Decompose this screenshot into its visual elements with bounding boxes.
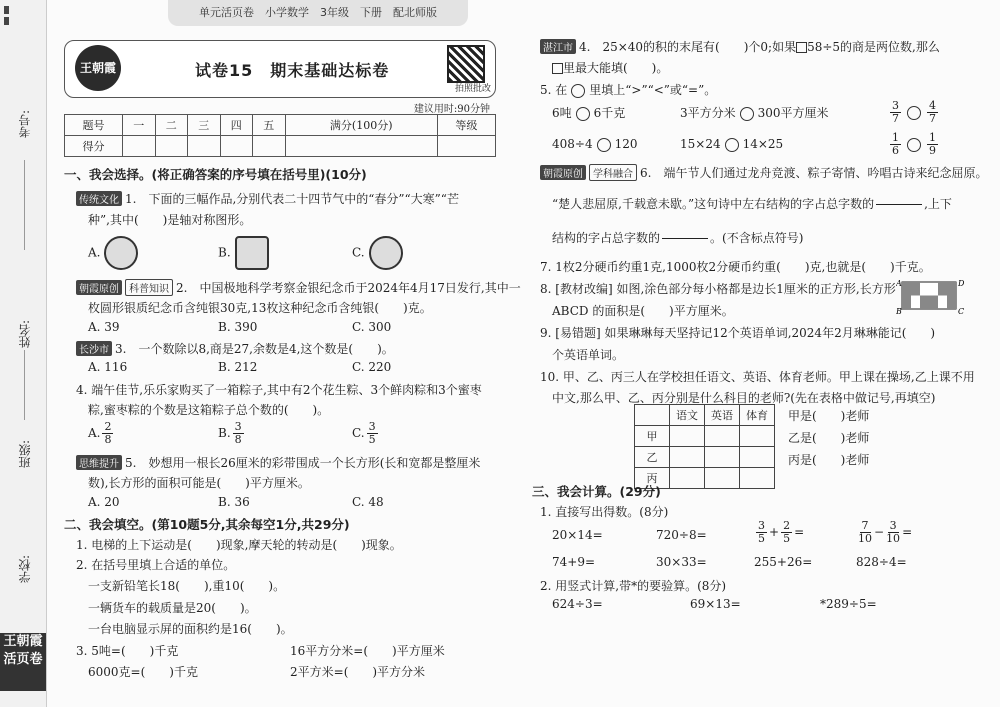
s1-q2-option-b[interactable]: B. 390 — [218, 320, 258, 334]
blank-circle-icon — [571, 84, 585, 98]
shaded-rectangle-figure — [896, 276, 964, 316]
s2-q3a[interactable]: 3. 5吨=( )千克 — [76, 644, 179, 658]
s1-q4-option-b[interactable]: B. $\frac{3}{8}$ — [218, 420, 242, 446]
brand-badge: 王朝霞 活页卷 — [0, 633, 46, 691]
s2-q4-line2[interactable]: 里最大能填( )。 — [552, 59, 668, 76]
calc-4[interactable]: $\frac{7}{10}$ − $\frac{3}{10}$ = — [858, 519, 913, 545]
name-line — [24, 350, 25, 420]
s2-q6-line2[interactable]: “楚人悲屈原,千载意未歇。”这句诗中左右结构的字占总字数的 ,上下 — [552, 192, 952, 217]
s1-q1-option-a[interactable]: A. — [88, 236, 138, 270]
s2-q3b[interactable]: 16平方分米=( )平方厘米 — [290, 644, 445, 658]
name-label: 姓名: — [18, 320, 32, 349]
s1-q4-line1: 4. 端午佳节,乐乐家购买了一箱粽子,其中有2个花生粽、3个鲜肉粽和3个蜜枣 — [76, 383, 482, 397]
school-label: 学校: — [18, 555, 32, 584]
s2-q9-line1[interactable]: 9. [易错题] 如果琳琳每天坚持记12个英语单词,2024年2月琳琳能记( ) — [540, 326, 936, 340]
calc-3[interactable]: $\frac{3}{5}$ + $\frac{2}{5}$ = — [758, 519, 805, 545]
section-2-title: 二、我会填空。(第10题5分,其余每空1分,共29分) — [64, 517, 350, 532]
s1-q5-option-a[interactable]: A. 20 — [88, 495, 120, 509]
s1-q1-option-b[interactable]: B. — [218, 236, 269, 270]
calc-8[interactable]: 828÷4= — [856, 555, 907, 569]
s1-q1-line1: 传统文化 1. 下面的三幅作品,分别代表二十四节气中的“春分”“大寒”“芒 — [76, 190, 459, 207]
s1-q1-line2: 种”,其中( )是轴对称图形。 — [88, 213, 252, 227]
s1-q2-option-a[interactable]: A. 39 — [88, 320, 120, 334]
vertical-calc-1[interactable]: 624÷3= — [552, 597, 603, 611]
score-table: 题号 一 二 三 四 五 满分(100分) 等级 得分 — [64, 114, 496, 157]
logo: 王朝霞 — [75, 45, 121, 91]
s2-q10-ans1[interactable]: 甲是( )老师 — [788, 409, 870, 423]
calc-7[interactable]: 255+26= — [754, 555, 813, 569]
header-tab: 单元活页卷 小学数学 3年级 下册 配北师版 — [168, 0, 468, 26]
vertex-b-label: B — [896, 307, 902, 316]
binding-holes — [4, 6, 9, 28]
s2-q2b[interactable]: 一辆货车的载质量是20( )。 — [88, 601, 257, 615]
class-label: 班级: — [18, 440, 32, 469]
s2-q7[interactable]: 7. 1枚2分硬币约重1克,1000枚2分硬币约重( )克,也就是( )千克。 — [540, 260, 931, 274]
s1-q2-line1: 朝霞原创 科普知识 2. 中国极地科学考察金银纪念币于2024年4月17日发行,其中一 — [76, 279, 521, 296]
blank-square-icon — [796, 42, 807, 53]
wheat-emblem-icon — [369, 236, 403, 270]
s2-q3c[interactable]: 6000克=( )千克 — [88, 665, 198, 679]
s2-q8-line1: 8. [教材改编] 如图,涂色部分每小格都是边长1厘米的正方形,长方形 — [540, 282, 896, 296]
s1-q3-option-b[interactable]: B. 212 — [218, 360, 258, 374]
solar-term-emblem-icon — [235, 236, 269, 270]
qr-code-icon[interactable] — [447, 45, 485, 83]
s3-q2: 2. 用竖式计算,带*的要验算。(8分) — [540, 579, 727, 593]
s1-q4-line2: 粽,蜜枣粽的个数是这箱粽子总个数的( )。 — [88, 403, 330, 417]
s2-q4-line1[interactable]: 湛江市 4. 25×40的积的末尾有( )个0;如果 58÷5的商是两位数,那么 — [540, 38, 940, 55]
solar-term-emblem-icon — [104, 236, 138, 270]
s2-q1[interactable]: 1. 电梯的上下运动是( )现象,摩天轮的转动是( )现象。 — [76, 538, 402, 552]
fraction-blank — [876, 192, 922, 217]
calc-2[interactable]: 720÷8= — [656, 528, 707, 542]
binding-sidebar — [0, 0, 47, 707]
s2-q8-line2[interactable]: ABCD 的面积是( )平方厘米。 — [552, 304, 734, 318]
s1-q3-option-a[interactable]: A. 116 — [88, 360, 128, 374]
vertex-d-label: D — [958, 279, 964, 288]
s2-q10-ans2[interactable]: 乙是( )老师 — [788, 431, 870, 445]
s2-q5-item4[interactable]: 408÷4 120 — [552, 137, 638, 151]
suggested-time: 建议用时:90分钟 — [413, 104, 490, 115]
logic-table[interactable]: 语文 英语 体育 甲 乙 丙 — [634, 404, 775, 489]
s2-q3d[interactable]: 2平方米=( )平方分米 — [290, 665, 426, 679]
section-3-title: 三、我会计算。(29分) — [532, 484, 661, 499]
s2-q6-line1: 朝霞原创 学科融合 6. 端午节人们通过龙舟竞渡、粽子寄情、吟唱古诗来纪念屈原。 — [540, 164, 987, 181]
s1-q2-line2: 枚圆形银质纪念币含纯银30克,13枚这种纪念币含纯银( )克。 — [88, 301, 432, 315]
s1-q5-line2: 数),长方形的面积可能是( )平方厘米。 — [88, 476, 310, 490]
s2-q2c[interactable]: 一台电脑显示屏的面积约是16( )。 — [88, 622, 293, 636]
s2-q10-line1: 10. 甲、乙、丙三人在学校担任语文、英语、体育老师。甲上课在操场,乙上课不用 — [540, 370, 975, 384]
s2-q5-item3[interactable]: $\frac{3}{7}$ $\frac{4}{7}$ — [892, 99, 936, 125]
s2-q6-line3[interactable]: 结构的字占总字数的 。(不含标点符号) — [552, 226, 803, 251]
qr-label: 拍照批改 — [454, 84, 491, 94]
s2-q10-ans3[interactable]: 丙是( )老师 — [788, 453, 870, 467]
calc-1[interactable]: 20×14= — [552, 528, 603, 542]
s1-q5-option-b[interactable]: B. 36 — [218, 495, 250, 509]
vertical-calc-3[interactable]: *289÷5= — [820, 597, 877, 611]
section-1-title: 一、我会选择。(将正确答案的序号填在括号里)(10分) — [64, 167, 367, 182]
s2-q2a[interactable]: 一支新铅笔长18( ),重10( )。 — [88, 579, 286, 593]
calc-5[interactable]: 74+9= — [552, 555, 596, 569]
fraction-blank — [662, 226, 708, 251]
s2-q5-item1[interactable]: 6吨 6千克 — [552, 106, 626, 120]
s2-q5-item5[interactable]: 15×24 14×25 — [680, 137, 784, 151]
test-title: 试卷15 期末基础达标卷 — [195, 61, 390, 80]
s1-q4-option-c[interactable]: C. $\frac{3}{5}$ — [352, 420, 376, 446]
s2-q5-title: 5. 在 里填上“>”“<”或“=”。 — [540, 83, 717, 97]
title-box — [64, 40, 496, 98]
s2-q9-line2: 个英语单词。 — [552, 348, 625, 362]
s1-q3-option-c[interactable]: C. 220 — [352, 360, 392, 374]
s1-q5-option-c[interactable]: C. 48 — [352, 495, 384, 509]
calc-6[interactable]: 30×33= — [656, 555, 707, 569]
s2-q5-item6[interactable]: $\frac{1}{6}$ $\frac{1}{9}$ — [892, 131, 936, 157]
s1-q5-line1: 思维提升 5. 妙想用一根长26厘米的彩带围成一个长方形(长和宽都是整厘米 — [76, 454, 480, 471]
vertical-calc-2[interactable]: 69×13= — [690, 597, 741, 611]
s1-q1-option-c[interactable]: C. — [352, 236, 403, 270]
vertex-c-label: C — [958, 307, 964, 316]
s1-q2-option-c[interactable]: C. 300 — [352, 320, 392, 334]
s2-q5-item2[interactable]: 3平方分米 300平方厘米 — [680, 106, 829, 120]
s1-q3-line1: 长沙市 3. 一个数除以8,商是27,余数是4,这个数是( )。 — [76, 340, 394, 357]
s1-q4-option-a[interactable]: A. $\frac{2}{8}$ — [88, 420, 112, 446]
s3-q1: 1. 直接写出得数。(8分) — [540, 505, 669, 519]
exam-id-label: 考号: — [18, 110, 32, 139]
exam-id-line — [24, 160, 25, 250]
s2-q10-line2: 中文,那么甲、乙、丙分别是什么科目的老师?(先在表格中做记号,再填空) — [552, 391, 936, 405]
vertex-a-label: A — [896, 279, 902, 288]
blank-square-icon — [552, 63, 563, 74]
s2-q2: 2. 在括号里填上合适的单位。 — [76, 558, 236, 572]
